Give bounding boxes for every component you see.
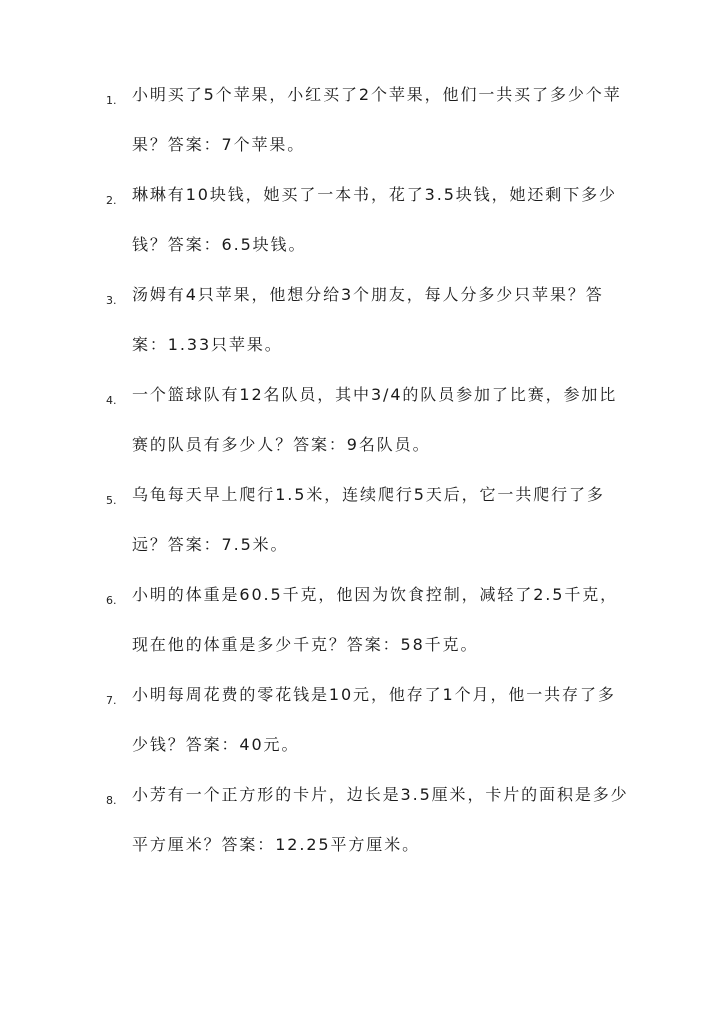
problem-text: 琳琳有10块钱，她买了一本书，花了3.5块钱，她还剩下多少钱？答案：6.5块钱。 bbox=[132, 185, 617, 254]
problem-item-3 bbox=[0, 280, 720, 380]
problem-text: 小芳有一个正方形的卡片，边长是3.5厘米，卡片的面积是多少平方厘米？答案：12.25平方厘米。 bbox=[132, 785, 629, 854]
problem-number: 1. bbox=[106, 94, 117, 107]
problem-number: 5. bbox=[106, 494, 117, 507]
problem-text: 小明每周花费的零花钱是10元，他存了1个月，他一共存了多少钱？答案：40元。 bbox=[132, 685, 616, 754]
problem-number: 4. bbox=[106, 394, 117, 407]
problem-text: 一个篮球队有12名队员，其中3/4的队员参加了比赛，参加比赛的队员有多少人？答案：9名队员。 bbox=[132, 385, 618, 454]
problem-number: 3. bbox=[106, 294, 117, 307]
problem-text: 汤姆有4只苹果，他想分给3个朋友，每人分多少只苹果？答案：1.33只苹果。 bbox=[132, 285, 604, 354]
problem-item-4 bbox=[0, 380, 720, 480]
problem-text: 小明的体重是60.5千克，他因为饮食控制，减轻了2.5千克，现在他的体重是多少千克？答案：58千克。 bbox=[132, 585, 619, 654]
problem-text: 小明买了5个苹果，小红买了2个苹果，他们一共买了多少个苹果？答案：7个苹果。 bbox=[132, 85, 622, 154]
problem-item-2 bbox=[0, 180, 720, 280]
problem-number: 2. bbox=[106, 194, 117, 207]
problem-item-1 bbox=[0, 80, 720, 180]
problem-item-7 bbox=[0, 680, 720, 780]
problem-item-8 bbox=[0, 780, 720, 880]
problem-item-6 bbox=[0, 580, 720, 680]
problem-number: 8. bbox=[106, 794, 117, 807]
problem-text: 乌龟每天早上爬行1.5米，连续爬行5天后，它一共爬行了多远？答案：7.5米。 bbox=[132, 485, 605, 554]
problem-item-5 bbox=[0, 480, 720, 580]
problem-number: 6. bbox=[106, 594, 117, 607]
problem-number: 7. bbox=[106, 694, 117, 707]
problem-list bbox=[0, 80, 720, 880]
